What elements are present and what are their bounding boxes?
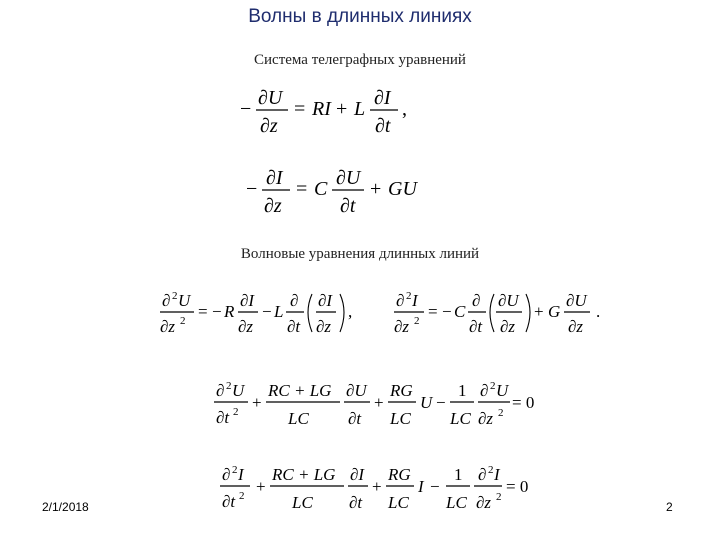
svg-text:+: +: [372, 477, 382, 496]
svg-text:−: −: [212, 302, 222, 321]
svg-text:∂I: ∂I: [350, 465, 365, 484]
svg-text:U: U: [420, 393, 433, 412]
svg-text:∂t: ∂t: [348, 409, 362, 428]
svg-text:=: =: [296, 178, 308, 200]
svg-text:∂I: ∂I: [318, 291, 333, 310]
svg-text:LC: LC: [388, 493, 409, 512]
svg-text:+: +: [370, 178, 382, 200]
svg-text:LC: LC: [288, 409, 309, 428]
svg-text:+: +: [256, 477, 266, 496]
svg-text:∂t: ∂t: [340, 195, 356, 217]
svg-text:RG: RG: [388, 465, 411, 484]
svg-text:∂z: ∂z: [478, 409, 494, 428]
svg-text:L: L: [354, 98, 366, 120]
svg-text:=: =: [294, 98, 306, 120]
svg-text:∂U: ∂U: [258, 87, 283, 109]
svg-text:2: 2: [498, 407, 504, 419]
wave-equation-u: [158, 288, 358, 342]
svg-text:∂U: ∂U: [346, 381, 367, 400]
svg-text:∂I: ∂I: [240, 291, 255, 310]
svg-text:RC + LG: RC + LG: [272, 465, 336, 484]
svg-text:G: G: [548, 302, 561, 321]
svg-text:+: +: [252, 393, 262, 412]
svg-text:+: +: [336, 98, 348, 120]
svg-text:,: ,: [402, 98, 407, 120]
svg-text:2: 2: [239, 490, 245, 502]
svg-text:I: I: [494, 465, 500, 484]
svg-text:∂: ∂: [216, 381, 225, 400]
slide-title: Волны в длинных линиях: [248, 6, 472, 27]
svg-text:∂I: ∂I: [374, 87, 391, 109]
svg-text:2: 2: [414, 315, 420, 327]
svg-text:∂: ∂: [396, 291, 405, 310]
svg-text:C: C: [314, 178, 328, 200]
svg-text:∂: ∂: [222, 465, 231, 484]
svg-text:R: R: [224, 302, 235, 321]
svg-text:+: +: [374, 393, 384, 412]
svg-text:2: 2: [180, 315, 186, 327]
svg-text:= 0: = 0: [506, 477, 529, 496]
svg-text:2: 2: [233, 406, 239, 418]
svg-text:∂t: ∂t: [375, 115, 391, 137]
svg-text:∂: ∂: [478, 465, 487, 484]
svg-text:∂z: ∂z: [238, 317, 254, 336]
svg-text:∂t: ∂t: [216, 408, 230, 427]
svg-text:1: 1: [454, 465, 463, 484]
svg-text:2: 2: [488, 464, 494, 476]
svg-text:LC: LC: [292, 493, 313, 512]
svg-text:LC: LC: [450, 409, 471, 428]
subtitle-wave-equations: Волновые уравнения длинных линий: [240, 246, 480, 262]
telegraph-equation-1: [240, 84, 440, 144]
svg-text:∂z: ∂z: [264, 195, 282, 217]
page-number: 2: [666, 500, 673, 514]
svg-text:∂I: ∂I: [266, 167, 283, 189]
svg-text:RG: RG: [390, 381, 413, 400]
svg-text:−: −: [442, 302, 452, 321]
svg-text:1: 1: [458, 381, 467, 400]
svg-text:∂U: ∂U: [336, 167, 361, 189]
svg-text:−: −: [436, 393, 446, 412]
final-equation-u: [212, 378, 542, 434]
svg-text:−: −: [430, 477, 440, 496]
svg-text:∂z: ∂z: [394, 317, 410, 336]
svg-text:∂t: ∂t: [222, 492, 236, 511]
svg-text:=: =: [428, 302, 438, 321]
svg-text:LC: LC: [390, 409, 411, 428]
svg-text:,: ,: [348, 302, 353, 321]
final-equation-i: [218, 462, 548, 520]
svg-text:∂t: ∂t: [349, 493, 363, 512]
svg-text:= 0: = 0: [512, 393, 535, 412]
svg-text:∂t: ∂t: [469, 317, 483, 336]
svg-text:∂z: ∂z: [476, 493, 492, 512]
svg-text:GU: GU: [388, 178, 417, 200]
svg-text:∂t: ∂t: [287, 317, 301, 336]
svg-text:LC: LC: [446, 493, 467, 512]
svg-text:L: L: [274, 302, 284, 321]
svg-text:C: C: [454, 302, 466, 321]
footer-date: 2/1/2018: [42, 500, 89, 514]
svg-text:∂U: ∂U: [566, 291, 587, 310]
svg-text:∂: ∂: [472, 291, 481, 310]
telegraph-equation-2: [246, 164, 446, 224]
svg-text:∂z: ∂z: [316, 317, 332, 336]
svg-text:U: U: [178, 291, 191, 310]
svg-text:U: U: [232, 381, 245, 400]
svg-text:−: −: [240, 98, 252, 120]
svg-text:I: I: [238, 465, 244, 484]
svg-text:2: 2: [490, 380, 496, 392]
svg-text:=: =: [198, 302, 208, 321]
svg-text:∂: ∂: [480, 381, 489, 400]
svg-text:∂z: ∂z: [500, 317, 516, 336]
svg-text:2: 2: [226, 380, 232, 392]
svg-text:∂: ∂: [162, 291, 171, 310]
svg-text:2: 2: [232, 464, 238, 476]
svg-text:2: 2: [172, 290, 178, 302]
subtitle-telegraph-equations: Система телеграфных уравнений: [254, 52, 466, 68]
svg-text:∂z: ∂z: [160, 317, 176, 336]
svg-text:∂U: ∂U: [498, 291, 519, 310]
svg-text:RI: RI: [312, 98, 331, 120]
svg-text:I: I: [418, 477, 424, 496]
svg-text:−: −: [262, 302, 272, 321]
svg-text:RC + LG: RC + LG: [268, 381, 332, 400]
wave-equation-i: [392, 288, 607, 342]
svg-text:U: U: [496, 381, 509, 400]
svg-text:∂z: ∂z: [260, 115, 278, 137]
svg-text:+: +: [534, 302, 544, 321]
svg-text:∂z: ∂z: [568, 317, 584, 336]
svg-text:I: I: [412, 291, 418, 310]
svg-text:∂: ∂: [290, 291, 299, 310]
svg-text:−: −: [246, 178, 258, 200]
svg-text:2: 2: [406, 290, 412, 302]
svg-text:.: .: [596, 302, 601, 321]
svg-text:2: 2: [496, 491, 502, 503]
